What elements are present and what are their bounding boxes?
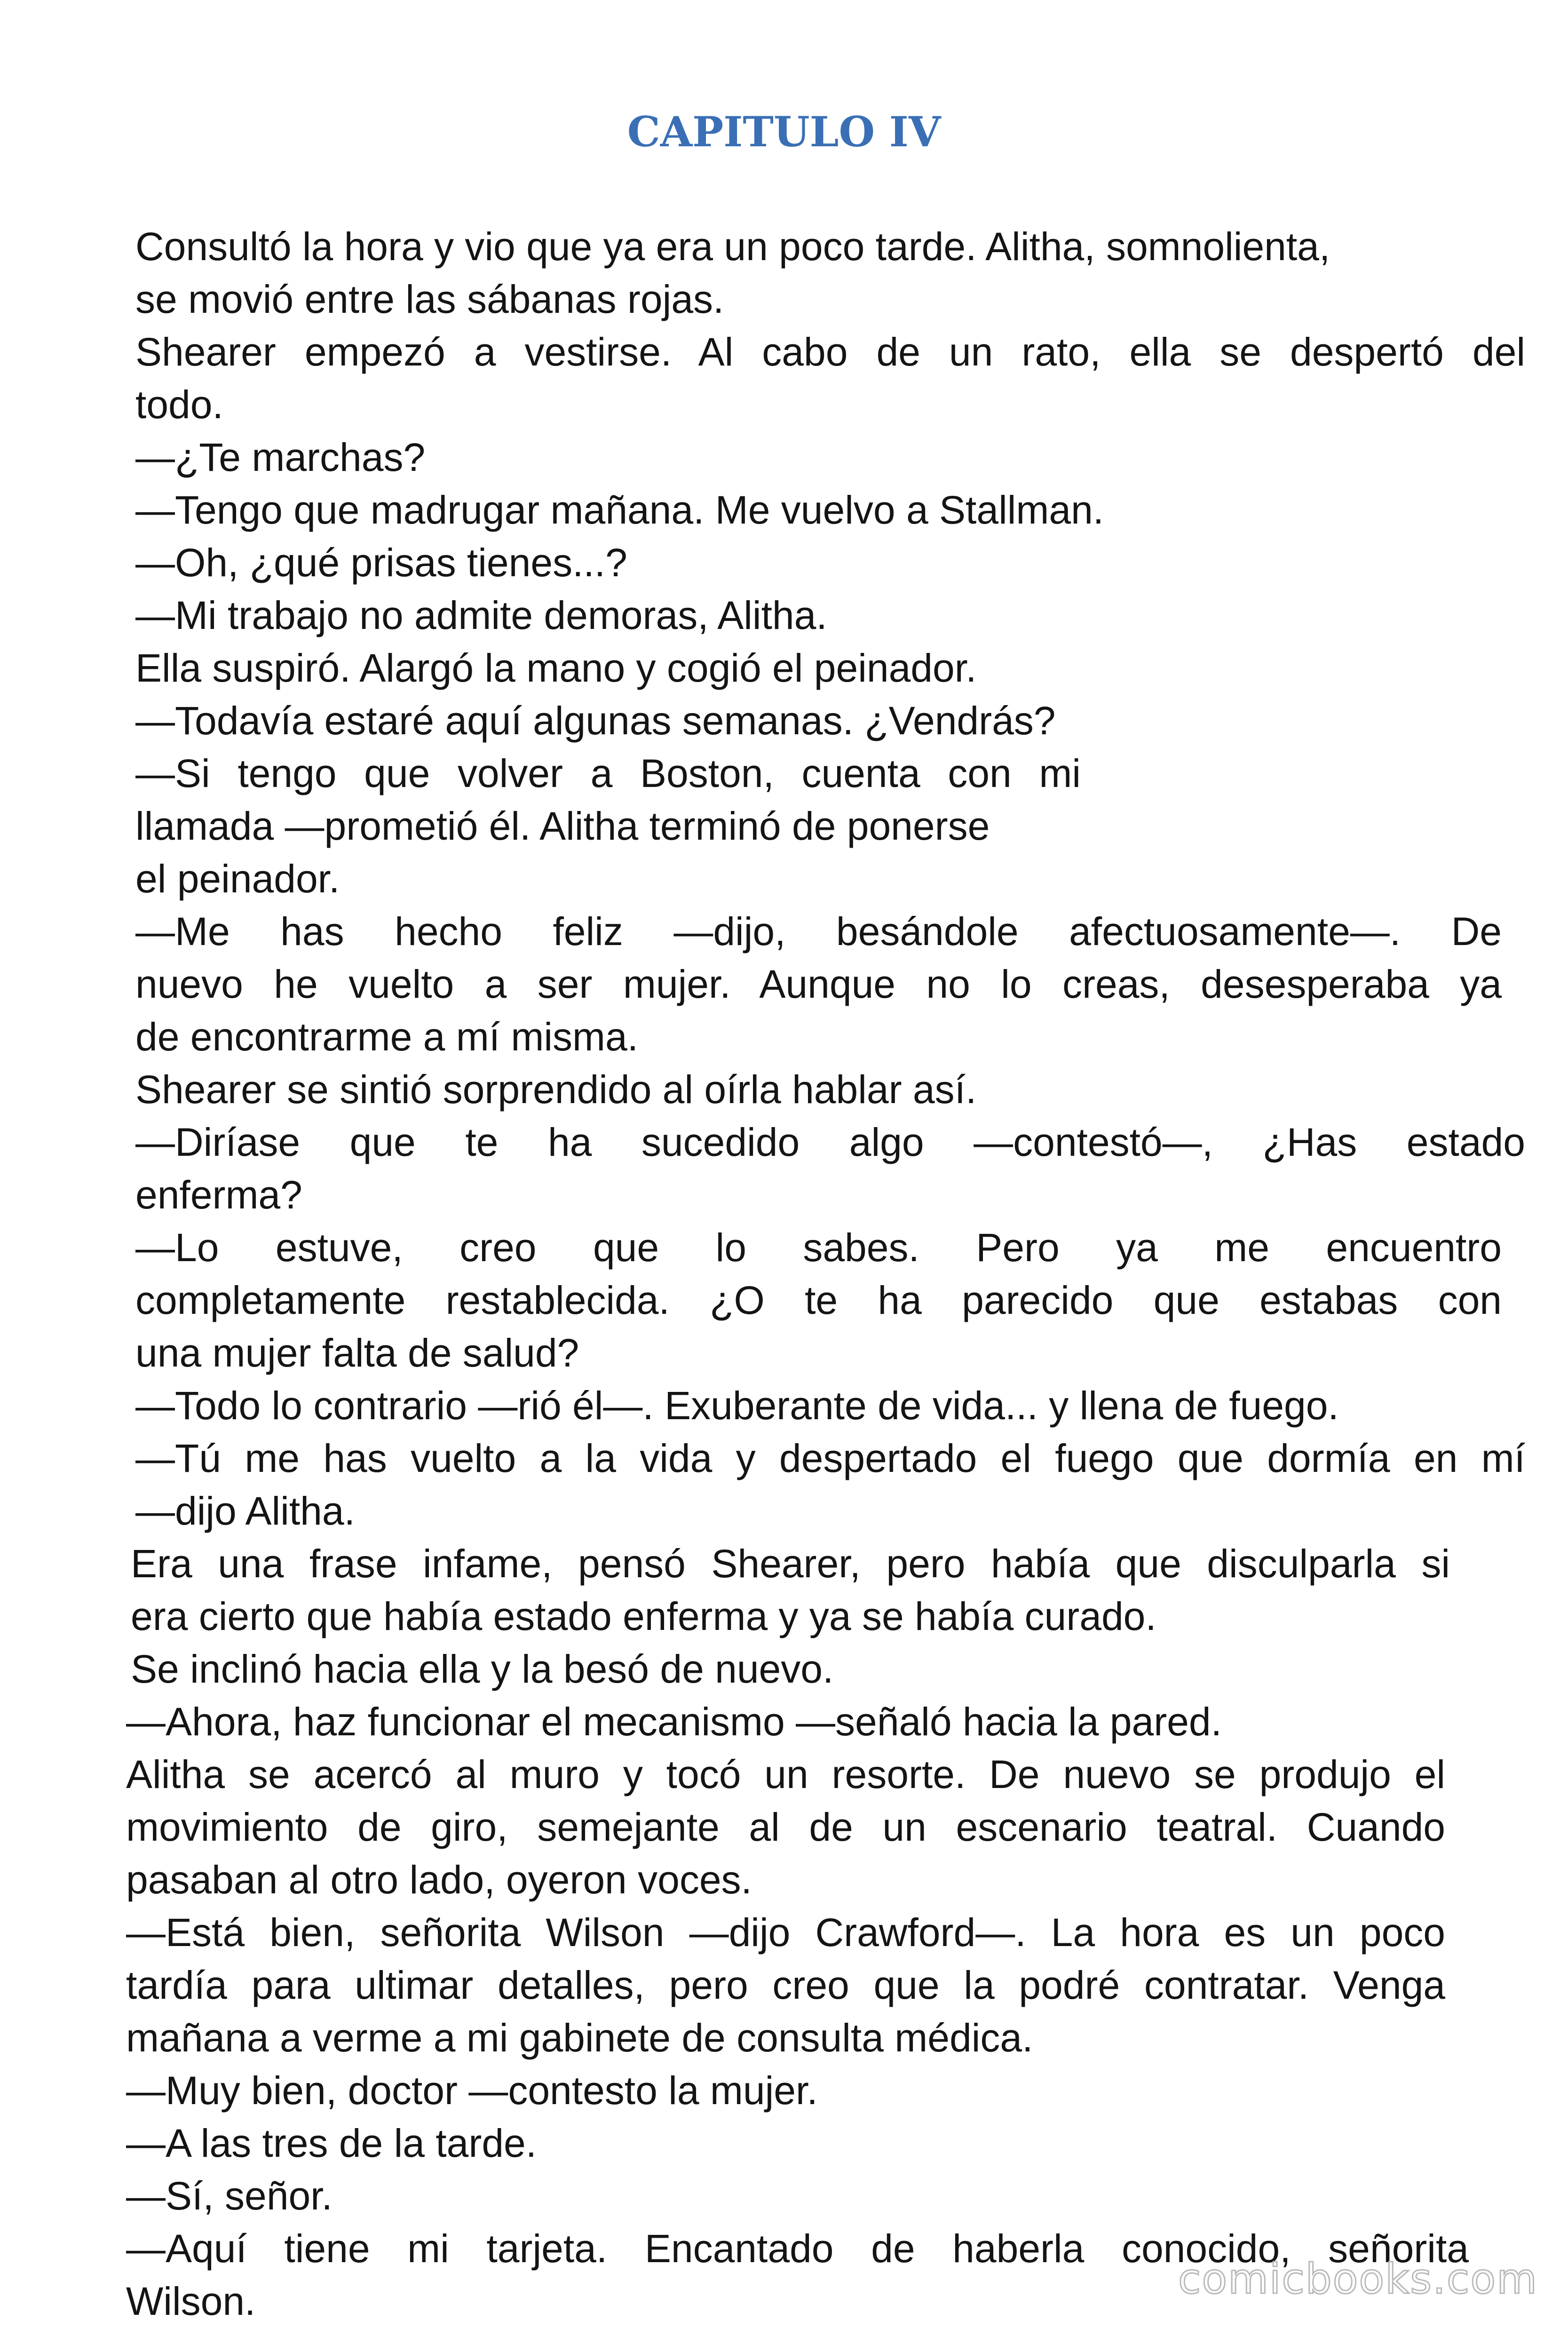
- text-line: —Ahora, haz funcionar el mecanismo —señaló hacia la pared.: [126, 1700, 1222, 1744]
- text-line: —Tengo que madrugar mañana. Me vuelvo a Stallman.: [135, 488, 1104, 532]
- text-line: —A las tres de la tarde.: [126, 2121, 537, 2165]
- text-line: todo.: [135, 382, 223, 427]
- text-line: movimiento de giro, semejante al de un escenario teatral. Cuando: [126, 1805, 1445, 1849]
- text-line: enferma?: [135, 1173, 302, 1217]
- text-line: —¿Te marchas?: [135, 435, 426, 479]
- text-line: Se inclinó hacia ella y la besó de nuevo.: [131, 1647, 834, 1691]
- text-line: —Me has hecho feliz —dijo, besándole afectuosamente—. De: [135, 909, 1502, 954]
- text-line: pasaban al otro lado, oyeron voces.: [126, 1858, 752, 1902]
- text-line: Shearer empezó a vestirse. Al cabo de un rato, ella se despertó del: [135, 330, 1525, 374]
- site-watermark: comicbooks.com: [1178, 2255, 1538, 2303]
- text-line: nuevo he vuelto a ser mujer. Aunque no lo creas, desesperaba ya: [135, 962, 1502, 1006]
- text-line: mañana a verme a mi gabinete de consulta médica.: [126, 2016, 1033, 2060]
- chapter-title: CAPITULO IV: [627, 107, 941, 156]
- text-line: —Todo lo contrario —rió él—. Exuberante de vida... y llena de fuego.: [135, 1383, 1339, 1428]
- text-line: —Si tengo que volver a Boston, cuenta con mi: [135, 751, 1081, 795]
- text-line: —Lo estuve, creo que lo sabes. Pero ya me encuentro: [135, 1225, 1502, 1270]
- text-line: —Mi trabajo no admite demoras, Alitha.: [135, 593, 827, 637]
- text-line: Shearer se sintió sorprendido al oírla hablar así.: [135, 1067, 977, 1112]
- text-line: —Sí, señor.: [126, 2174, 333, 2218]
- text-line: —Todavía estaré aquí algunas semanas. ¿Vendrás?: [135, 699, 1056, 743]
- text-line: tardía para ultimar detalles, pero creo que la podré contratar. Venga: [126, 1963, 1445, 2007]
- text-line: completamente restablecida. ¿O te ha parecido que estabas con: [135, 1278, 1502, 1322]
- text-line: Wilson.: [126, 2279, 256, 2323]
- text-line: —Está bien, señorita Wilson —dijo Crawford—. La hora es un poco: [126, 1910, 1445, 1955]
- text-line: Era una frase infame, pensó Shearer, pero había que disculparla si: [131, 1542, 1450, 1586]
- text-line: —Oh, ¿qué prisas tienes...?: [135, 540, 627, 585]
- text-line: —Tú me has vuelto a la vida y despertado el fuego que dormía en mí: [135, 1436, 1525, 1480]
- text-line: —dijo Alitha.: [135, 1489, 355, 1533]
- text-line: —Diríase que te ha sucedido algo —contestó—, ¿Has estado: [135, 1120, 1525, 1164]
- text-line: Consultó la hora y vio que ya era un poco tarde. Alitha, somnolienta,: [135, 224, 1330, 269]
- text-line: —Muy bien, doctor —contesto la mujer.: [126, 2068, 818, 2113]
- text-line: Alitha se acercó al muro y tocó un resorte. De nuevo se produjo el: [126, 1752, 1445, 1796]
- text-line: llamada —prometió él. Alitha terminó de ponerse: [135, 804, 990, 848]
- text-line: Ella suspiró. Alargó la mano y cogió el peinador.: [135, 646, 977, 690]
- text-line: era cierto que había estado enferma y ya se había curado.: [131, 1594, 1156, 1638]
- text-line: se movió entre las sábanas rojas.: [135, 277, 724, 321]
- text-line: —Aquí tiene mi tarjeta. Encantado de haberla conocido, señorita: [126, 2226, 1469, 2271]
- text-line: de encontrarme a mí misma.: [135, 1015, 639, 1059]
- text-line: el peinador.: [135, 857, 340, 901]
- text-line: una mujer falta de salud?: [135, 1331, 579, 1375]
